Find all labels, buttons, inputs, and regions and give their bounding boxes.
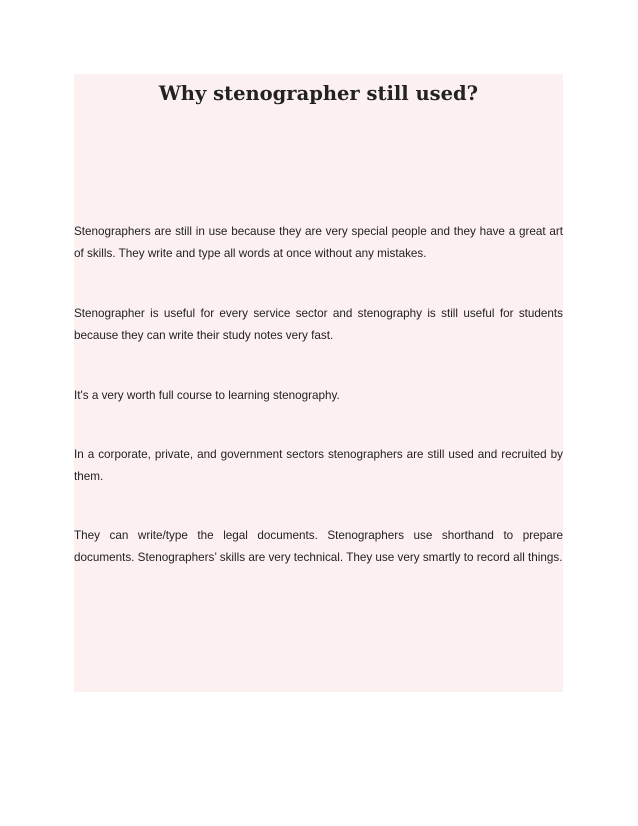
paragraph-4: In a corporate, private, and government sectors stenographers are still used and recruited by them. [74,448,563,483]
paragraph-1: Stenographers are still in use because they are very special people and they have a great art of skills. They write and type all words at once without any mistakes. [74,225,563,260]
paragraph-3: It's a very worth full course to learning stenography. [74,389,340,402]
document-title: Why stenographer still used? [158,82,479,105]
paragraph-2: Stenographer is useful for every service sector and stenography is still useful for students because they can write their study notes very fast. [74,307,563,342]
document-panel [74,74,563,692]
paragraph-5: They can write/type the legal documents. Stenographers use shorthand to prepare documents. Stenographers’ skills are very technical. They use very smartly to record all things. [74,529,563,564]
